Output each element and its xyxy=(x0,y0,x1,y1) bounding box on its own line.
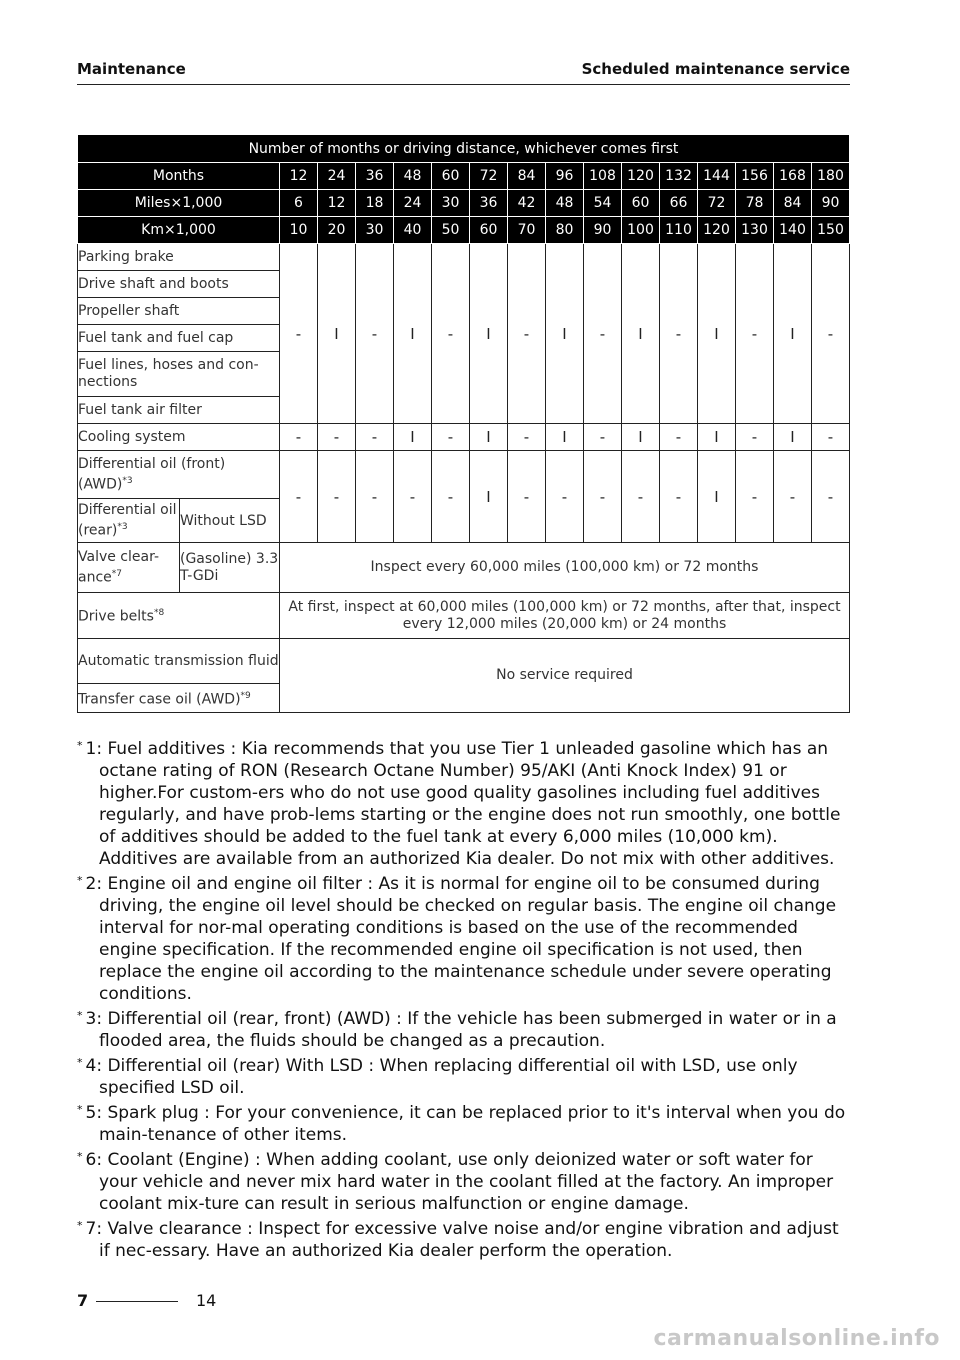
item-label xyxy=(78,451,280,499)
km-value: 20 xyxy=(318,217,356,244)
interval-mark: - xyxy=(280,451,318,543)
interval-mark: - xyxy=(736,451,774,543)
miles-value: 78 xyxy=(736,190,774,217)
footnote-ref: *7 xyxy=(111,568,122,579)
interval-mark: - xyxy=(356,451,394,543)
interval-mark: I xyxy=(774,244,812,424)
km-value: 130 xyxy=(736,217,774,244)
section-title: Maintenance xyxy=(77,60,186,78)
months-value: 12 xyxy=(280,163,318,190)
miles-value: 24 xyxy=(394,190,432,217)
footnote-ref: *3 xyxy=(117,521,128,532)
table-row xyxy=(78,244,850,271)
months-value: 108 xyxy=(584,163,622,190)
interval-mark: I xyxy=(394,244,432,424)
table-row xyxy=(78,424,850,451)
miles-value: 42 xyxy=(508,190,546,217)
interval-mark: I xyxy=(698,244,736,424)
footnote xyxy=(77,735,853,870)
item-label: Fuel tank air filter xyxy=(78,397,280,424)
months-value: 36 xyxy=(356,163,394,190)
footnote-marker: * xyxy=(77,874,83,887)
footer-divider xyxy=(96,1301,178,1302)
months-row xyxy=(78,163,850,190)
km-value: 110 xyxy=(660,217,698,244)
interval-mark: I xyxy=(546,244,584,424)
interval-mark: I xyxy=(470,451,508,543)
interval-mark: - xyxy=(318,451,356,543)
miles-label: Miles×1,000 xyxy=(78,190,280,217)
miles-value: 18 xyxy=(356,190,394,217)
page-heading: Scheduled maintenance service xyxy=(581,60,850,78)
table-caption: Number of months or driving distance, whichever comes first xyxy=(78,135,850,163)
item-label: Drive shaft and boots xyxy=(78,271,280,298)
item-label xyxy=(78,543,180,593)
footnote-marker: * xyxy=(77,1219,83,1232)
miles-value: 72 xyxy=(698,190,736,217)
interval-mark: - xyxy=(432,451,470,543)
interval-mark: - xyxy=(394,451,432,543)
item-label xyxy=(78,593,280,639)
km-row xyxy=(78,217,850,244)
item-sublabel: Without LSD xyxy=(180,499,280,543)
miles-value: 48 xyxy=(546,190,584,217)
interval-mark: - xyxy=(736,244,774,424)
footnote-text: 6: Coolant (Engine) : When adding coolant, use only deionized water or soft water for your vehicle and never mix hard water in the coolant filled at the factory. An improper coolant mix-ture can result in serious malfunction or engine damage. xyxy=(85,1150,834,1214)
table-row xyxy=(78,543,850,593)
interval-mark: - xyxy=(584,244,622,424)
footnote-ref: *3 xyxy=(122,475,133,486)
item-label: Cooling system xyxy=(78,424,280,451)
interval-mark: I xyxy=(622,244,660,424)
chapter-number: 7 xyxy=(77,1291,89,1310)
footnote-marker: * xyxy=(77,1056,83,1069)
footnote xyxy=(77,1099,853,1146)
months-value: 60 xyxy=(432,163,470,190)
interval-mark: - xyxy=(812,424,850,451)
item-label: Fuel tank and fuel cap xyxy=(78,325,280,352)
km-value: 140 xyxy=(774,217,812,244)
km-value: 70 xyxy=(508,217,546,244)
miles-value: 90 xyxy=(812,190,850,217)
interval-mark: - xyxy=(660,451,698,543)
months-value: 24 xyxy=(318,163,356,190)
miles-value: 84 xyxy=(774,190,812,217)
months-value: 180 xyxy=(812,163,850,190)
interval-mark: I xyxy=(394,424,432,451)
item-label: Parking brake xyxy=(78,244,280,271)
km-value: 60 xyxy=(470,217,508,244)
footnote-text: 3: Differential oil (rear, front) (AWD) : If the vehicle has been submerged in water or in a flooded area, the fluids should be changed as a precaution. xyxy=(85,1009,837,1051)
interval-mark: - xyxy=(812,244,850,424)
table-row xyxy=(78,451,850,499)
months-value: 84 xyxy=(508,163,546,190)
interval-mark: - xyxy=(660,424,698,451)
footnote-marker: * xyxy=(77,1009,83,1022)
interval-mark: - xyxy=(546,451,584,543)
km-value: 40 xyxy=(394,217,432,244)
km-label: Km×1,000 xyxy=(78,217,280,244)
months-value: 132 xyxy=(660,163,698,190)
footnote-text: 1: Fuel additives : Kia recommends that you use Tier 1 unleaded gasoline which has an octane rating of RON (Research Octane Number) 95/AKI (Anti Knock Index) 91 or higher.For custom-ers who do not use good quality gasolines including fuel additives regularly, and have prob-lems starting or the engine does not run smoothly, one bottle of additives should be added to the fuel tank at every 6,000 miles (10,000 km). Additives are available from an authorized Kia dealer. Do not mix with other additives. xyxy=(85,739,841,869)
interval-mark: I xyxy=(698,424,736,451)
miles-value: 66 xyxy=(660,190,698,217)
interval-mark: - xyxy=(356,424,394,451)
months-value: 120 xyxy=(622,163,660,190)
footnote xyxy=(77,1052,853,1099)
interval-mark: I xyxy=(470,244,508,424)
miles-value: 36 xyxy=(470,190,508,217)
interval-mark: - xyxy=(280,424,318,451)
miles-value: 6 xyxy=(280,190,318,217)
interval-mark: - xyxy=(356,244,394,424)
footnote-marker: * xyxy=(77,739,83,752)
interval-mark: - xyxy=(280,244,318,424)
interval-mark: I xyxy=(774,424,812,451)
footnote-ref: *9 xyxy=(240,690,251,701)
interval-mark: I xyxy=(546,424,584,451)
item-sublabel: (Gasoline) 3.3 T-GDi xyxy=(180,543,280,593)
item-label: Automatic transmission fluid xyxy=(78,639,280,684)
km-value: 10 xyxy=(280,217,318,244)
interval-mark: - xyxy=(432,424,470,451)
interval-mark: - xyxy=(508,451,546,543)
interval-mark: - xyxy=(622,451,660,543)
interval-mark: I xyxy=(318,244,356,424)
interval-mark: - xyxy=(508,244,546,424)
interval-text: At first, inspect at 60,000 miles (100,000 km) or 72 months, after that, inspect every 12,000 miles (20,000 km) or 24 months xyxy=(280,593,850,639)
watermark: carmanualsonline.info xyxy=(653,1326,940,1351)
item-label: Propeller shaft xyxy=(78,298,280,325)
belts-label: Drive belts xyxy=(78,608,154,625)
months-value: 156 xyxy=(736,163,774,190)
km-value: 80 xyxy=(546,217,584,244)
item-label xyxy=(78,499,180,543)
interval-mark: - xyxy=(584,451,622,543)
footnote-text: 5: Spark plug : For your convenience, it can be replaced prior to it's interval when you do main-tenance of other items. xyxy=(85,1103,846,1145)
valve-label: Valve clear-ance xyxy=(78,548,159,586)
interval-mark: I xyxy=(622,424,660,451)
months-label: Months xyxy=(78,163,280,190)
miles-value: 60 xyxy=(622,190,660,217)
months-value: 144 xyxy=(698,163,736,190)
miles-value: 54 xyxy=(584,190,622,217)
footnote xyxy=(77,870,853,1005)
interval-mark: - xyxy=(432,244,470,424)
diff-rear-label: Differential oil (rear) xyxy=(78,501,177,539)
km-value: 150 xyxy=(812,217,850,244)
months-value: 168 xyxy=(774,163,812,190)
table-row xyxy=(78,639,850,684)
footnote xyxy=(77,1005,853,1052)
footnote xyxy=(77,1215,853,1262)
item-label xyxy=(78,684,280,713)
interval-mark: - xyxy=(584,424,622,451)
diff-front-label: Differential oil (front) (AWD) xyxy=(78,455,226,493)
maintenance-schedule-table xyxy=(77,134,850,713)
header-divider xyxy=(77,84,850,85)
footnote-marker: * xyxy=(77,1150,83,1163)
footnote xyxy=(77,1146,853,1215)
km-value: 50 xyxy=(432,217,470,244)
interval-mark: - xyxy=(774,451,812,543)
km-value: 100 xyxy=(622,217,660,244)
transfer-label: Transfer case oil (AWD) xyxy=(78,691,241,708)
miles-value: 30 xyxy=(432,190,470,217)
months-value: 72 xyxy=(470,163,508,190)
footnote-text: 4: Differential oil (rear) With LSD : When replacing differential oil with LSD, use only specified LSD oil. xyxy=(85,1056,798,1098)
interval-mark: - xyxy=(660,244,698,424)
footnote-text: 7: Valve clearance : Inspect for excessive valve noise and/or engine vibration and adjust if nec-essary. Have an authorized Kia dealer perform the operation. xyxy=(85,1219,839,1261)
interval-mark: I xyxy=(698,451,736,543)
km-value: 120 xyxy=(698,217,736,244)
km-value: 30 xyxy=(356,217,394,244)
miles-value: 12 xyxy=(318,190,356,217)
footnote-text: 2: Engine oil and engine oil filter : As it is normal for engine oil to be consumed during driving, the engine oil level should be checked on regular basis. The engine oil change interval for nor-mal operating conditions is based on the use of the recommended engine specification. If the recommended engine oil specification is not used, then replace the engine oil according to the maintenance schedule under severe operating conditions. xyxy=(85,874,837,1004)
interval-mark: - xyxy=(318,424,356,451)
interval-mark: - xyxy=(736,424,774,451)
interval-text: Inspect every 60,000 miles (100,000 km) or 72 months xyxy=(280,543,850,593)
months-value: 96 xyxy=(546,163,584,190)
page-number: 14 xyxy=(196,1291,217,1310)
interval-mark: - xyxy=(812,451,850,543)
table-row xyxy=(78,593,850,639)
footnotes xyxy=(77,735,853,1262)
miles-row xyxy=(78,190,850,217)
interval-mark: I xyxy=(470,424,508,451)
months-value: 48 xyxy=(394,163,432,190)
footnote-ref: *8 xyxy=(153,608,165,619)
footnote-marker: * xyxy=(77,1103,83,1116)
km-value: 90 xyxy=(584,217,622,244)
interval-mark: - xyxy=(508,424,546,451)
item-label: Fuel lines, hoses and con-nections xyxy=(78,352,280,397)
interval-text: No service required xyxy=(280,639,850,713)
